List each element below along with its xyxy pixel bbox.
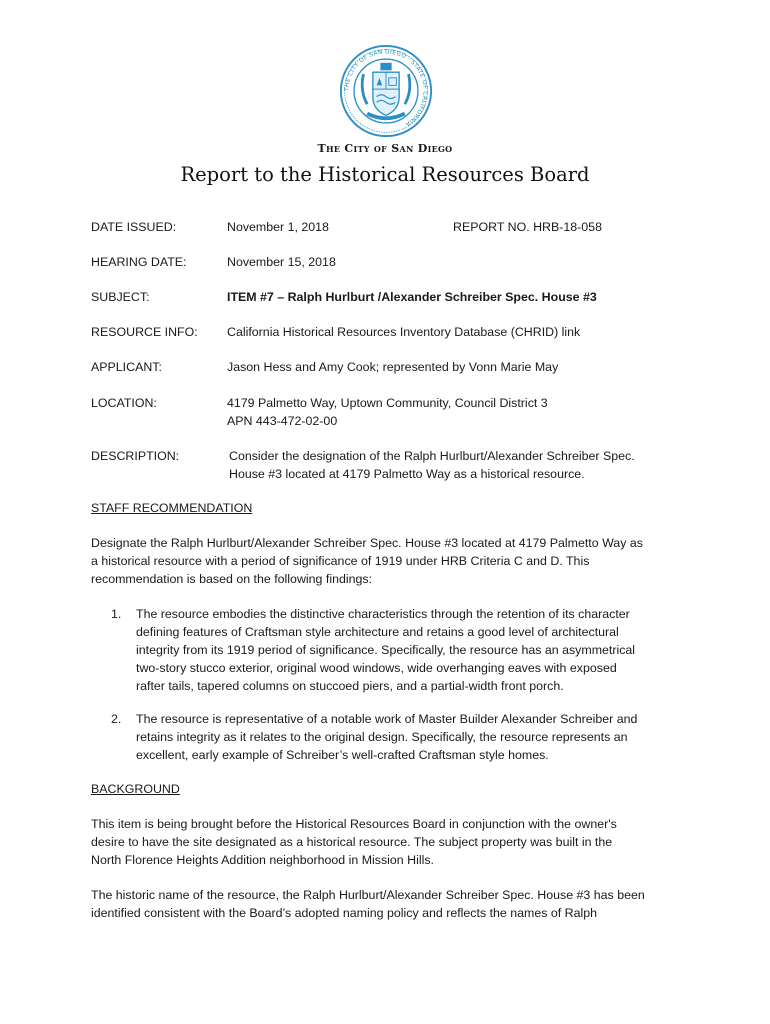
subject-value: ITEM #7 – Ralph Hurlburt /Alexander Schreiber Spec. House #3 (227, 290, 597, 304)
city-name: The City of San Diego (317, 142, 453, 155)
text-line: This item is being brought before the Historical Resources Board in conjunction with the owner's (91, 817, 617, 831)
text-line: rafter tails, tapered columns on stuccoed piers, and a partial-width front porch. (136, 679, 564, 693)
resource-info-label: RESOURCE INFO: (91, 325, 198, 339)
text-line: retains integrity as it relates to the original design. Specifically, the resource represents an (136, 730, 628, 744)
background-paragraph-2 (91, 886, 691, 922)
date-issued-value: November 1, 2018 (227, 220, 329, 234)
report-number: REPORT NO. HRB-18-058 (453, 220, 602, 234)
applicant-label: APPLICANT: (91, 360, 162, 374)
description-line-2: House #3 located at 4179 Palmetto Way as a historical resource. (229, 467, 585, 481)
text-line: excellent, early example of Schreiber’s well-crafted Craftsman style homes. (136, 748, 549, 762)
svg-text:THE CITY OF SAN DIEGO · STATE: THE CITY OF SAN DIEGO · STATE OF CALIFORNIA (344, 49, 428, 127)
text-line: integrity from its 1919 period of significance. Specifically, the resource has an asymmetrical (136, 643, 636, 657)
text-line: desire to have the site designated as a historical resource. The subject property was built in the (91, 835, 613, 849)
resource-info-value: California Historical Resources Inventory Database (CHRID) link (227, 325, 581, 339)
location-line-1: 4179 Palmetto Way, Uptown Community, Council District 3 (227, 396, 548, 410)
text-line: The historic name of the resource, the Ralph Hurlburt/Alexander Schreiber Spec. House #3 has been (91, 888, 645, 902)
finding-text (136, 605, 681, 695)
background-paragraph-1 (91, 815, 691, 869)
report-title: Report to the Historical Resources Board (180, 163, 590, 186)
background-heading: BACKGROUND (91, 782, 180, 796)
staff-recommendation-paragraph (91, 534, 691, 588)
staff-recommendation-heading: STAFF RECOMMENDATION (91, 501, 253, 515)
applicant-value: Jason Hess and Amy Cook; represented by Vonn Marie May (227, 360, 559, 374)
hearing-date-value: November 15, 2018 (227, 255, 336, 269)
finding-number: 1. (111, 607, 122, 621)
text-line: a historical resource with a period of significance of 1919 under HRB Criteria C and D. This (91, 554, 590, 568)
location-label: LOCATION: (91, 396, 157, 410)
text-line: North Florence Heights Addition neighborhood in Mission Hills. (91, 853, 434, 867)
description-line-1: Consider the designation of the Ralph Hurlburt/Alexander Schreiber Spec. (229, 449, 635, 463)
subject-label: SUBJECT: (91, 290, 150, 304)
date-issued-label: DATE ISSUED: (91, 220, 177, 234)
text-line: recommendation is based on the following findings: (91, 572, 373, 586)
location-apn: APN 443-472-02-00 (227, 414, 338, 428)
text-line: Designate the Ralph Hurlburt/Alexander Schreiber Spec. House #3 located at 4179 Palmetto Way as (91, 536, 643, 550)
hearing-date-label: HEARING DATE: (91, 255, 187, 269)
finding-number: 2. (111, 712, 122, 726)
finding-text (136, 710, 681, 764)
text-line: defining features of Craftsman style architecture and retains a good level of architectural (136, 625, 619, 639)
text-line: The resource embodies the distinctive characteristics through the retention of its character (136, 607, 630, 621)
text-line: identified consistent with the Board’s adopted naming policy and reflects the names of Ralph (91, 906, 598, 920)
text-line: The resource is representative of a notable work of Master Builder Alexander Schreiber and (136, 712, 638, 726)
city-seal-logo (339, 44, 433, 138)
description-label: DESCRIPTION: (91, 449, 180, 463)
text-line: two-story stucco exterior, original wood windows, wide overhanging eaves with exposed (136, 661, 617, 675)
